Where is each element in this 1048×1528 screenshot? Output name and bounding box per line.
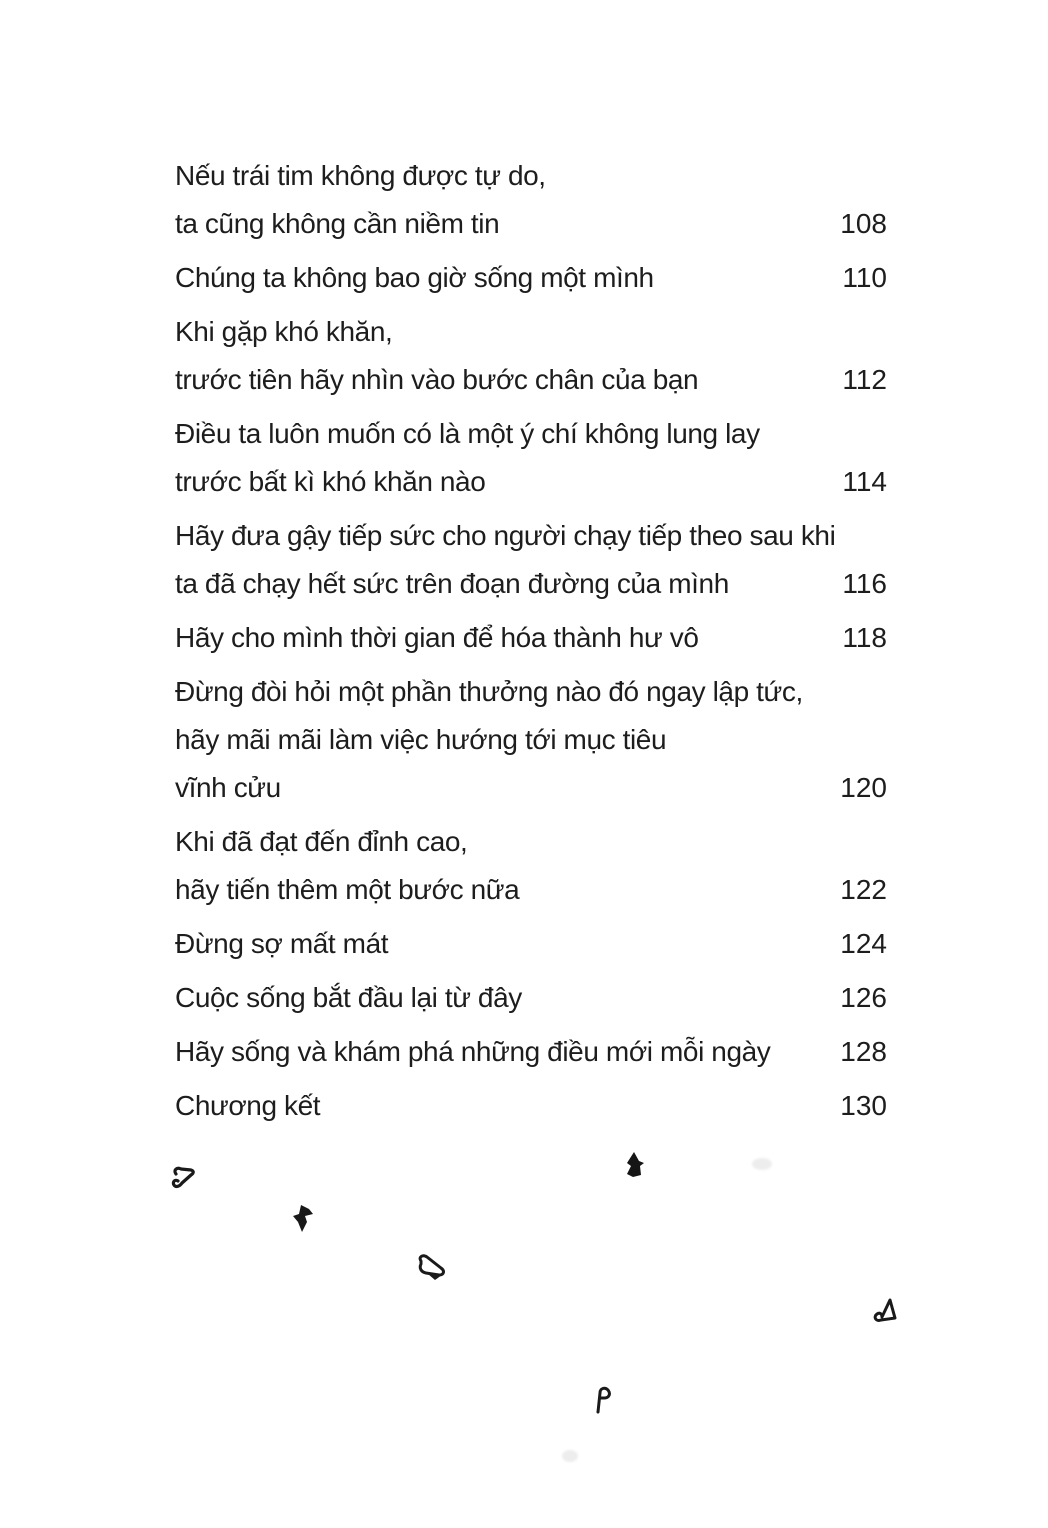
- toc-line: [175, 560, 887, 608]
- toc-line: [175, 716, 887, 764]
- toc-page-number: 128: [840, 1036, 887, 1067]
- toc-entry: [175, 818, 887, 914]
- toc-entry: [175, 152, 887, 248]
- toc-page-number: 126: [840, 982, 887, 1013]
- toc-page-number: 110: [842, 262, 887, 293]
- ink-speck: [168, 1164, 198, 1196]
- toc-line-text: Hãy cho mình thời gian để hóa thành hư vô: [175, 622, 699, 653]
- table-of-contents: [175, 152, 887, 1130]
- toc-line-text: Khi gặp khó khăn,: [175, 316, 393, 347]
- toc-entry: [175, 254, 887, 302]
- toc-line-text: hãy mãi mãi làm việc hướng tới mục tiêu: [175, 724, 667, 755]
- toc-line: [175, 818, 887, 866]
- toc-entry: [175, 614, 887, 662]
- faint-smudge: [752, 1158, 772, 1170]
- faint-smudge: [562, 1450, 578, 1462]
- toc-entry: [175, 668, 887, 812]
- toc-line-text: Điều ta luôn muốn có là một ý chí không lung lay: [175, 418, 760, 449]
- ink-speck: [413, 1252, 451, 1286]
- toc-line: [175, 308, 887, 356]
- toc-line: [175, 410, 887, 458]
- toc-line-text: Chương kết: [175, 1090, 321, 1121]
- ink-speck: [290, 1203, 316, 1235]
- toc-entry: [175, 1028, 887, 1076]
- toc-line: [175, 614, 887, 662]
- ink-speck: [870, 1296, 900, 1328]
- toc-line-text: Nếu trái tim không được tự do,: [175, 160, 546, 191]
- toc-entry: [175, 308, 887, 404]
- toc-page-number: 118: [842, 622, 887, 653]
- toc-page-number: 116: [842, 568, 887, 599]
- toc-line: [175, 974, 887, 1022]
- toc-page-number: 108: [840, 208, 887, 239]
- toc-line-text: ta cũng không cần niềm tin: [175, 208, 500, 239]
- toc-line: [175, 1082, 887, 1130]
- toc-line: [175, 866, 887, 914]
- toc-line-text: Chúng ta không bao giờ sống một mình: [175, 262, 654, 293]
- toc-line: [175, 356, 887, 404]
- toc-entry: [175, 1082, 887, 1130]
- toc-line-text: Hãy sống và khám phá những điều mới mỗi ngày: [175, 1036, 771, 1067]
- toc-line-text: hãy tiến thêm một bước nữa: [175, 874, 520, 905]
- toc-line-text: trước bất kì khó khăn nào: [175, 466, 486, 497]
- toc-page-number: 130: [840, 1090, 887, 1121]
- toc-line-text: Hãy đưa gậy tiếp sức cho người chạy tiếp theo sau khi: [175, 520, 836, 551]
- ink-speck: [622, 1150, 646, 1180]
- toc-line: [175, 920, 887, 968]
- toc-entry: [175, 920, 887, 968]
- toc-line-text: vĩnh cửu: [175, 772, 281, 803]
- toc-page-number: 120: [840, 772, 887, 803]
- toc-line: [175, 200, 887, 248]
- toc-line-text: Khi đã đạt đến đỉnh cao,: [175, 826, 468, 857]
- toc-line-text: Cuộc sống bắt đầu lại từ đây: [175, 982, 522, 1013]
- toc-line-text: Đừng đòi hỏi một phần thưởng nào đó ngay lập tức,: [175, 676, 803, 707]
- toc-line: [175, 458, 887, 506]
- toc-line: [175, 152, 887, 200]
- toc-line-text: Đừng sợ mất mát: [175, 928, 389, 959]
- toc-line: [175, 512, 887, 560]
- toc-page-number: 112: [842, 364, 887, 395]
- toc-line-text: ta đã chạy hết sức trên đoạn đường của mình: [175, 568, 729, 599]
- toc-entry: [175, 410, 887, 506]
- toc-line: [175, 764, 887, 812]
- toc-line: [175, 668, 887, 716]
- toc-page-number: 114: [842, 466, 887, 497]
- toc-page-number: 122: [840, 874, 887, 905]
- toc-page-number: 124: [840, 928, 887, 959]
- toc-entry: [175, 512, 887, 608]
- toc-line: [175, 254, 887, 302]
- toc-line: [175, 1028, 887, 1076]
- toc-line-text: trước tiên hãy nhìn vào bước chân của bạn: [175, 364, 699, 395]
- ink-speck: [592, 1384, 614, 1416]
- toc-entry: [175, 974, 887, 1022]
